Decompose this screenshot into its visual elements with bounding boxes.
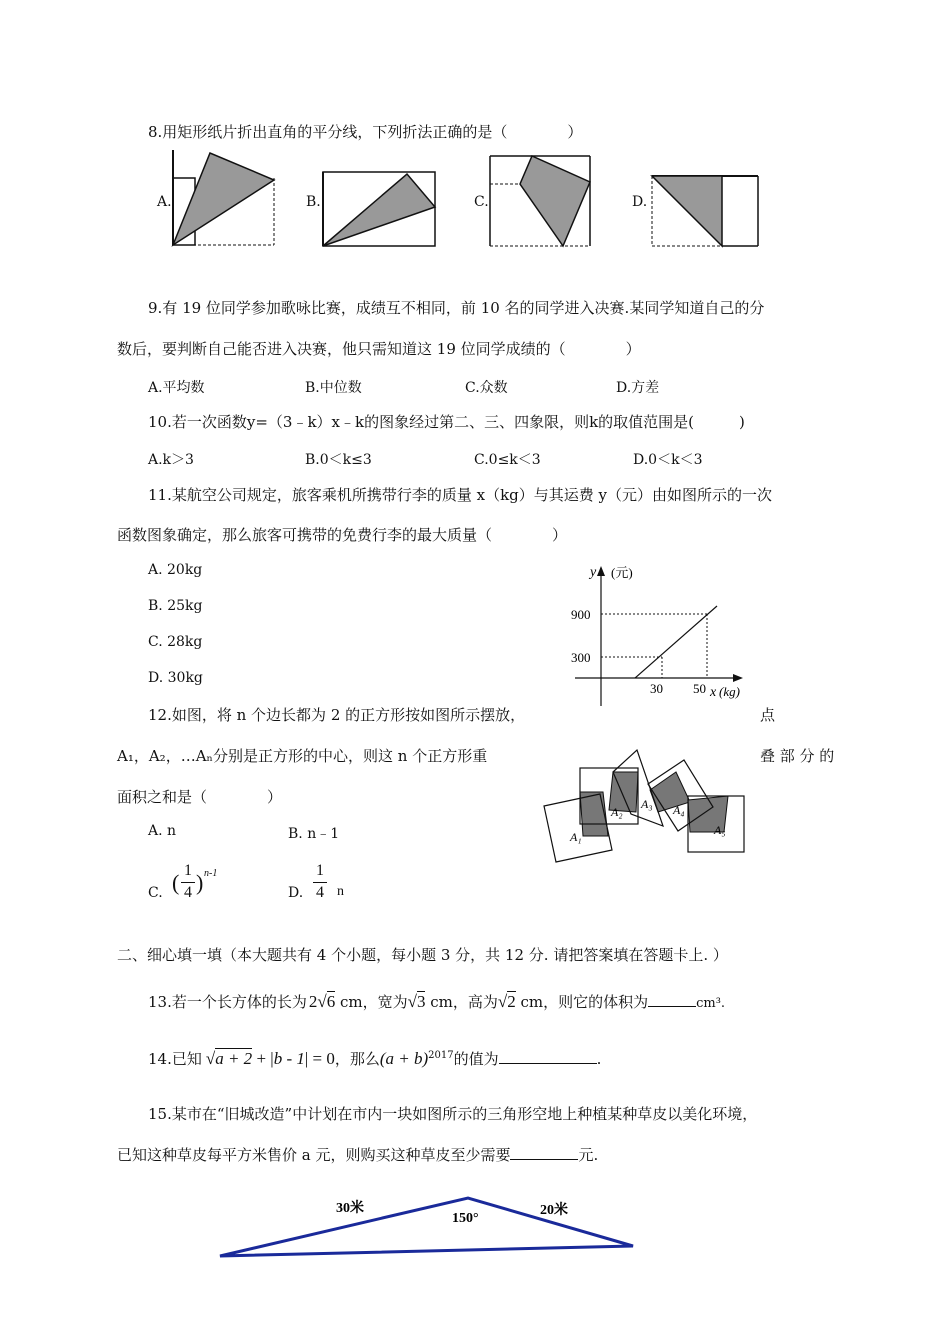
q12-option-b[interactable]: B. n﹣1 [288,826,340,842]
q11-graph [565,558,765,710]
q14-expr: (a + b) [379,1049,429,1068]
q14-plus: + [256,1049,267,1068]
q9-stem-line2: 数后，要判断自己能否进入决赛，他只需知道这 19 位同学成绩的（ ） [117,340,641,358]
q12-label-a1: A₁ [570,830,582,844]
q9-option-c[interactable]: C.众数 [465,380,508,396]
q13-stem: 13.若一个长方体的长为 2√6 cm，宽为√3 cm，高为√2 cm，则它的体积为 cm³. [148,992,726,1011]
q15-line2-end: 元. [578,1146,599,1164]
q11-option-d[interactable]: D. 30kg [148,670,203,686]
q12-option-d-denominator: 4 [316,884,324,901]
q12-option-d-numerator: 1 [316,862,324,879]
q8-option-a-label[interactable]: A. [157,194,172,210]
q15-stem-line2 [117,1145,598,1165]
q15-label-angle: 150° [452,1211,479,1226]
q11-stem-line1: 11.某航空公司规定，旅客乘机所携带行李的质量 x（kg）与其运费 y（元）由如图所示的一次 [148,486,773,504]
q15-line2-text: 已知这种草皮每平方米售价 a 元，则购买这种草皮至少需要 [117,1146,511,1164]
q8-option-c-label[interactable]: C. [474,194,489,210]
q11-option-b[interactable]: B. 25kg [148,598,203,614]
q10-option-a[interactable]: A.k＞3 [148,452,194,468]
q12-option-c-denominator: 4 [184,884,192,901]
q11-option-c[interactable]: C. 28kg [148,634,203,650]
q11-x-label: x [710,685,717,700]
q8-option-b-label[interactable]: B. [306,194,321,210]
q13-width-radicand: 3 [416,992,426,1011]
q12-squares-figure [538,742,752,864]
q11-x-unit: (kg) [719,684,740,699]
q12-label-a2: A₂ [611,805,623,819]
q15-label-20m: 20米 [540,1203,568,1218]
q13-length-coef: 2 [308,992,318,1011]
q12-stem-line2-end: 叠 部 分 的 [760,747,835,765]
q11-y-unit: (元) [611,565,633,580]
q14-abs: b - 1 [273,1049,305,1068]
q13-length-radicand: 6 [326,992,336,1011]
q10-option-b[interactable]: B.0＜k≤3 [305,452,372,468]
q11-y-label: y [590,565,597,580]
q14-stem: 14.已知 √a + 2 + |b - 1| = 0，那么$(a + b)^{2017}$的值为 . [148,1049,602,1068]
q15-label-30m: 30米 [336,1201,364,1216]
q11-option-a[interactable]: A. 20kg [148,562,203,578]
q10-option-c[interactable]: C.0≤k＜3 [474,452,541,468]
q10-stem: 10.若一次函数y=（3﹣k）x﹣k的图象经过第二、三、四象限，则k的取值范围是( ) [148,413,745,431]
q9-option-a[interactable]: A.平均数 [148,380,205,396]
q9-option-d[interactable]: D.方差 [616,380,660,396]
q12-option-c[interactable]: C. [148,885,163,901]
q14-answer-blank[interactable] [499,1049,597,1064]
q13-text3: cm，则它的体积为 [515,993,649,1011]
q8-figure-d [648,172,762,248]
q11-y-tick-300: 300 [571,650,591,665]
q8-figure-a [170,150,278,248]
q14-suffix: 的值为 [453,1050,499,1068]
q8-figure-b [320,170,438,248]
q13-prefix: 13.若一个长方体的长为 [148,993,307,1011]
q12-option-c-numerator: 1 [184,862,192,879]
q12-label-a5: A₅ [714,823,726,837]
q12-label-a4: A₄ [673,803,685,817]
q12-option-c-exponent: n-1 [204,868,218,879]
q15-answer-blank[interactable] [510,1145,578,1160]
q15-stem-line1: 15.某市在“旧城改造”中计划在市内一块如图所示的三角形空地上种植某种草皮以美化环境， [148,1105,758,1123]
q13-unit: cm³. [696,996,726,1011]
q13-text2: cm，高为 [425,993,498,1011]
q12-option-d-tail: n [337,884,344,899]
q12-stem-line1: 12.如图，将 n 个边长都为 2 的正方形按如图所示摆放， [148,706,526,724]
q13-answer-blank[interactable] [648,992,696,1007]
q11-y-tick-900: 900 [571,607,591,622]
q11-x-tick-50: 50 [693,681,706,696]
q9-option-b[interactable]: B.中位数 [305,380,362,396]
q12-label-a3: A₃ [641,797,653,811]
q10-option-d[interactable]: D.0＜k＜3 [633,452,703,468]
q14-mid: ，那么 [334,1050,380,1068]
section2-heading: 二、细心填一填（本大题共有 4 个小题，每小题 3 分，共 12 分. 请把答案填在答题卡上. ） [117,946,728,964]
q11-function-line [635,606,717,678]
q12-stem-line1-end: 点 [760,706,776,724]
q14-exponent: 2017 [428,1050,454,1061]
q12-stem-line2: A₁，A₂，…Aₙ分别是正方形的中心，则这 n 个正方形重 [117,747,488,765]
q13-text1: cm，宽为 [335,993,408,1011]
q8-option-d-label[interactable]: D. [632,194,648,210]
q9-stem-line1: 9.有 19 位同学参加歌咏比赛，成绩互不相同，前 10 名的同学进入决赛.某同学知道自己的分 [148,299,765,317]
q11-stem-line2: 函数图象确定，那么旅客可携带的免费行李的最大质量（ ） [117,526,568,544]
q8-figure-c [488,154,592,248]
q11-x-tick-30: 30 [650,681,663,696]
q15-triangle-figure [210,1190,650,1262]
q14-eq: = 0 [312,1049,335,1068]
q13-height-radicand: 2 [507,992,516,1011]
q12-stem-line3: 面积之和是（ ） [117,788,283,806]
q12-option-d[interactable]: D. [288,885,304,901]
q14-radicand: a + 2 [215,1049,253,1068]
q14-end: . [596,1050,602,1068]
q8-stem: 8.用矩形纸片折出直角的平分线，下列折法正确的是（ ） [148,123,583,141]
q12-option-a[interactable]: A. n [148,823,177,839]
q15-triangle [220,1198,633,1256]
q14-prefix: 14.已知 [148,1050,202,1068]
